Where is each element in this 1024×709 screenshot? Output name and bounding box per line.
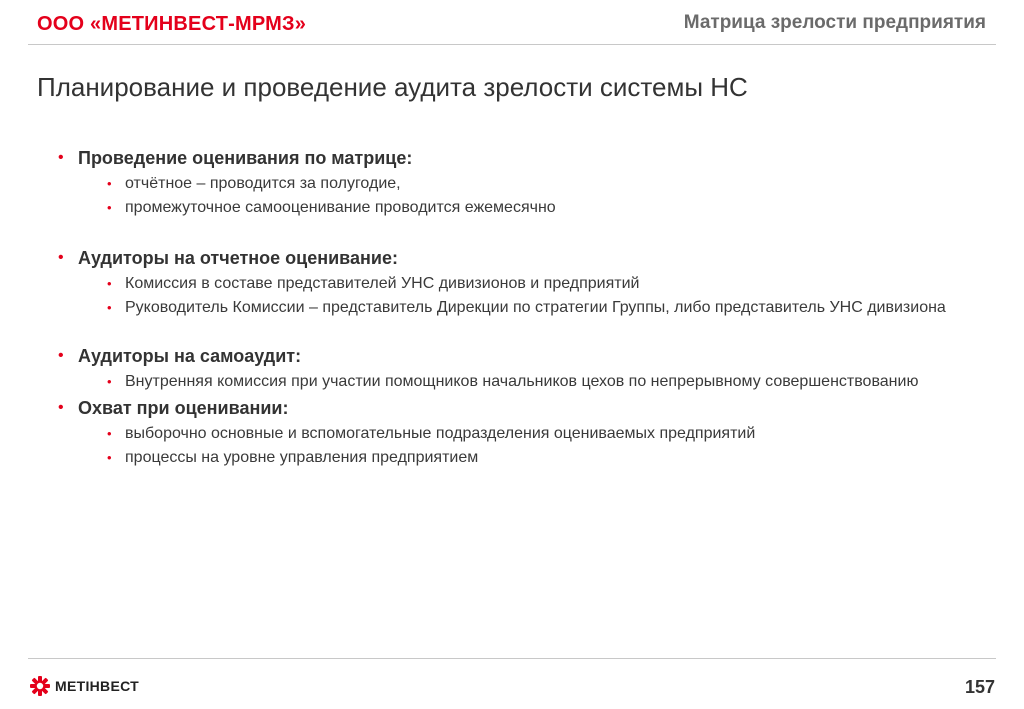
- bottom-divider: [28, 658, 996, 659]
- section-report-auditors: [58, 246, 988, 318]
- item-text: выборочно основные и вспомогательные подразделения оцениваемых предприятий: [125, 425, 756, 442]
- heading-text: Аудиторы на самоаудит:: [78, 346, 302, 366]
- bullet-dot-icon: •: [107, 374, 112, 389]
- section-heading: [58, 246, 988, 270]
- bullet-dot-icon: •: [107, 276, 112, 291]
- bullet-dot-icon: •: [58, 249, 64, 266]
- item-text: Руководитель Комиссии – представитель Дирекции по стратегии Группы, либо представитель УНС дивизиона: [125, 299, 946, 316]
- bullet-dot-icon: •: [107, 426, 112, 441]
- footer-logo: [29, 675, 139, 697]
- bullet-dot-icon: •: [58, 149, 64, 166]
- slide-content: [58, 146, 988, 468]
- logo-text: МЕТІНВЕСТ: [55, 678, 140, 694]
- heading-text: Проведение оценивания по матрице:: [78, 148, 413, 168]
- item-text: процессы на уровне управления предприятием: [125, 449, 479, 466]
- bullet-dot-icon: •: [107, 450, 112, 465]
- list-item: [105, 448, 988, 468]
- bullet-dot-icon: •: [107, 176, 112, 191]
- heading-text: Аудиторы на отчетное оценивание:: [78, 248, 398, 268]
- slide-title: Планирование и проведение аудита зрелости системы НС: [37, 72, 748, 102]
- item-text: промежуточное самооценивание проводится ежемесячно: [125, 199, 556, 216]
- page-number: 157: [964, 677, 995, 697]
- list-item: [105, 424, 988, 444]
- section-heading: [58, 344, 988, 368]
- list-item: [105, 198, 988, 218]
- heading-text: Охват при оценивании:: [78, 398, 289, 418]
- list-item: [105, 174, 988, 194]
- metinvest-star-logo-icon: [29, 675, 51, 697]
- list-item: [105, 298, 988, 318]
- bullet-dot-icon: •: [107, 200, 112, 215]
- section-heading: [58, 396, 988, 420]
- bullet-dot-icon: •: [107, 300, 112, 315]
- section-self-audit: [58, 344, 988, 392]
- item-text: отчётное – проводится за полугодие,: [125, 175, 401, 192]
- bullet-dot-icon: •: [58, 347, 64, 364]
- company-name: ООО «МЕТИНВЕСТ-МРМЗ»: [37, 13, 307, 35]
- top-divider: [28, 44, 996, 45]
- bullet-dot-icon: •: [58, 399, 64, 416]
- list-item: [105, 274, 988, 294]
- item-text: Комиссия в составе представителей УНС дивизионов и предприятий: [125, 275, 640, 292]
- section-assessment: [58, 146, 988, 218]
- list-item: [105, 372, 988, 392]
- header-topic: Матрица зрелости предприятия: [683, 12, 986, 33]
- section-coverage: [58, 396, 988, 468]
- section-heading: [58, 146, 988, 170]
- item-text: Внутренняя комиссия при участии помощников начальников цехов по непрерывному совершенствованию: [125, 373, 919, 390]
